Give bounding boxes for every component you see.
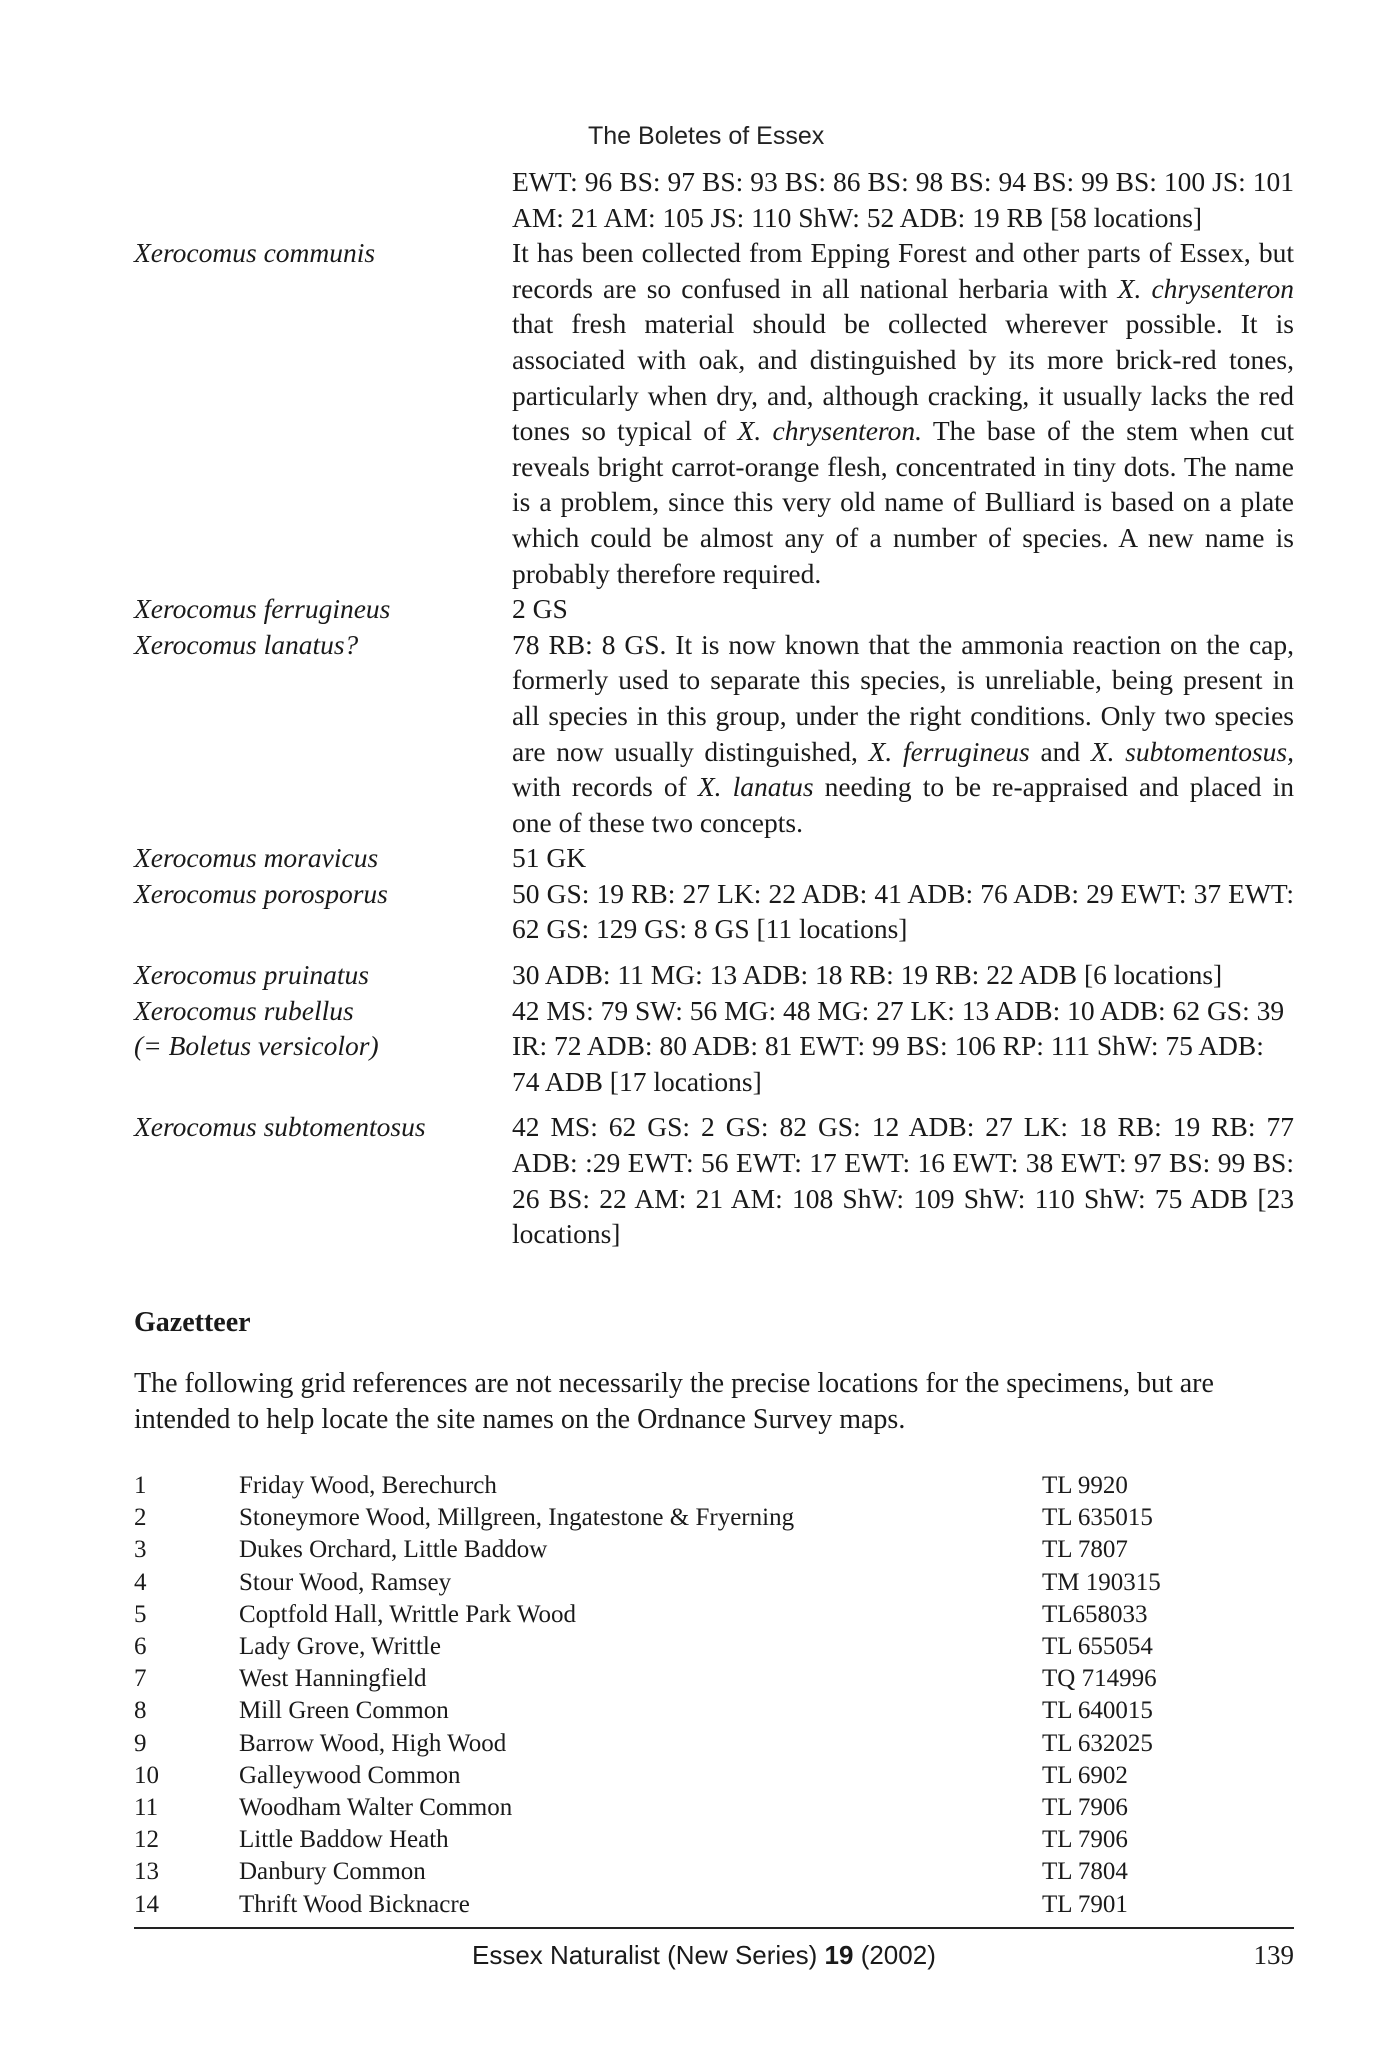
site-name: Danbury Common [239,1858,426,1886]
grid-reference: TL 9920 [1042,1472,1128,1499]
gazetteer-intro: The following grid references are not necessarily the precise locations for the specimens, but are intended to help locate the site names on the Ordnance Survey maps. [134,1368,1214,1435]
species-entry-porosporus [134,876,1294,947]
species-records: EWT: 96 BS: 97 BS: 93 BS: 86 BS: 98 BS: 94 BS: 99 BS: 100 JS: 101 AM: 21 AM: 105 JS: 110 ShW: 52 ADB: 19 RB [58 locations] [512,166,1294,233]
site-number: 1 [134,1472,147,1499]
gazetteer-row [134,1728,1294,1760]
grid-reference: TM 190315 [1042,1568,1161,1596]
site-name: Little Baddow Heath [239,1826,449,1854]
grid-reference: TL 6902 [1042,1761,1128,1789]
gazetteer-row [134,1631,1294,1663]
gazetteer-row [134,1567,1294,1599]
species-entry-ferrugineus [134,591,1294,627]
species-name [134,840,512,876]
gazetteer-row [134,1856,1294,1888]
site-name: Thrift Wood Bicknacre [239,1890,470,1918]
gazetteer-row [134,1889,1294,1921]
species-name-line: Xerocomus communis [134,237,376,269]
grid-reference: TL 7906 [1042,1794,1128,1822]
footer-rule [134,1927,1294,1929]
species-name [134,591,512,627]
site-name: West Hanningfield [239,1665,427,1693]
grid-reference: TL 655054 [1042,1633,1153,1661]
grid-reference: TL 635015 [1042,1504,1153,1532]
site-number: 11 [134,1794,159,1822]
species-name-line: Xerocomus porosporus [134,877,388,909]
gazetteer-row [134,1599,1294,1631]
grid-reference: TQ 714996 [1042,1665,1157,1693]
species-records: 51 GK [512,842,587,874]
site-number: 2 [134,1504,147,1532]
species-records: 50 GS: 19 RB: 27 LK: 22 ADB: 41 ADB: 76 ADB: 29 EWT: 37 EWT: 62 GS: 129 GS: 8 GS [11 locations] [512,877,1294,945]
species-name-line: Xerocomus moravicus [134,842,379,874]
gazetteer-row [134,1502,1294,1534]
gazetteer-row [134,1470,1294,1502]
species-name [134,876,512,947]
grid-reference: TL658033 [1042,1600,1148,1628]
species-entry-moravicus [134,840,1294,876]
site-name: Barrow Wood, High Wood [239,1729,507,1757]
running-head: The Boletes of Essex [588,122,825,150]
gazetteer-row [134,1695,1294,1727]
species-records: 42 MS: 79 SW: 56 MG: 48 MG: 27 LK: 13 ADB: 10 ADB: 62 GS: 39 IR: 72 ADB: 80 ADB: 81 EWT: 99 BS: 106 RP: 111 ShW: 75 ADB: 74 ADB [17 locations] [512,994,1285,1097]
grid-reference: TL 7804 [1042,1858,1128,1886]
grid-reference: TL 632025 [1042,1729,1153,1757]
species-name [134,1109,512,1251]
spacer [134,1099,1294,1109]
species-name-line: Xerocomus subtomentosus [134,1111,426,1143]
site-name: Lady Grove, Writtle [239,1633,441,1661]
site-name: Woodham Walter Common [239,1794,513,1822]
grid-reference: TL 7901 [1042,1890,1128,1918]
species-synonym-line: (= Boletus versicolor) [134,1030,379,1062]
site-number: 9 [134,1729,147,1757]
species-entry-communis [134,235,1294,591]
species-description: 78 RB: 8 GS. It is now known that the ammonia reaction on the cap, formerly used to separate this species, is unreliable, being present in all species in this group, under the right conditions. Only two species are now usually distinguished, X. ferrugineus and X. subtomentosus, with records of X. lanatus needing to be re-appraised and placed in one of these two concepts. [512,628,1294,838]
species-name [134,957,512,993]
species-entry-rubellus [134,993,1294,1100]
species-name [134,627,512,841]
species-records: 30 ADB: 11 MG: 13 ADB: 18 RB: 19 RB: 22 ADB [6 locations] [512,959,1223,991]
species-records: 2 GS [512,593,568,625]
grid-reference: TL 640015 [1042,1697,1153,1725]
species-entry-subtomentosus [134,1109,1294,1251]
site-name: Galleywood Common [239,1761,461,1789]
species-entry-lanatus [134,627,1294,841]
site-name: Stour Wood, Ramsey [239,1568,452,1596]
species-description: It has been collected from Epping Forest and other parts of Essex, but records are so confused in all national herbaria with X. chrysenteron that fresh material should be collected wherever possible. It is associated with oak, and distinguished by its more brick-red tones, particularly when dry, and, although cracking, it usually lacks the red tones so typical of X. chrysenteron. The base of the stem when cut reveals bright carrot-orange flesh, concentrated in tiny dots. The name is a problem, since this very old name of Bulliard is based on a plate which could be almost any of a number of species. A new name is probably therefore required. [512,237,1294,589]
site-number: 8 [134,1697,147,1725]
site-number: 6 [134,1633,147,1661]
journal-volume: 19 [824,1940,854,1970]
site-name: Mill Green Common [239,1697,449,1725]
site-number: 7 [134,1665,147,1693]
site-name: Dukes Orchard, Little Baddow [239,1536,548,1564]
site-number: 14 [134,1890,159,1918]
gazetteer-row [134,1760,1294,1792]
gazetteer-row [134,1792,1294,1824]
journal-citation: Essex Naturalist (New Series) 19 (2002) [472,1940,936,1970]
site-number: 4 [134,1568,147,1596]
spacer [134,947,1294,957]
site-name: Stoneymore Wood, Millgreen, Ingatestone & Fryerning [239,1504,795,1532]
gazetteer-row [134,1824,1294,1856]
species-name [134,235,512,591]
site-name: Friday Wood, Berechurch [239,1472,497,1499]
species-name-line: Xerocomus rubellus [134,994,354,1026]
gazetteer-row [134,1534,1294,1566]
site-number: 5 [134,1600,147,1628]
species-name [134,993,512,1100]
site-number: 10 [134,1761,159,1789]
site-number: 3 [134,1536,147,1564]
species-name-line: Xerocomus pruinatus [134,959,370,991]
grid-reference: TL 7906 [1042,1826,1128,1854]
species-name [134,164,512,235]
gazetteer-row [134,1663,1294,1695]
page-number: 139 [1253,1940,1294,1970]
species-name-line: Xerocomus ferrugineus [134,593,391,625]
gazetteer-table [134,1470,1294,1921]
site-name: Coptfold Hall, Writtle Park Wood [239,1600,576,1628]
species-list [134,164,1294,1252]
site-number: 12 [134,1826,159,1854]
species-entry-pruinatus [134,957,1294,993]
species-entry-continued [134,164,1294,235]
gazetteer-heading: Gazetteer [134,1307,251,1338]
species-name-line: Xerocomus lanatus? [134,628,359,660]
species-records: 42 MS: 62 GS: 2 GS: 82 GS: 12 ADB: 27 LK: 18 RB: 19 RB: 77 ADB: :29 EWT: 56 EWT: 17 EWT: 16 EWT: 38 EWT: 97 BS: 99 BS: 26 BS: 22 AM: 21 AM: 108 ShW: 109 ShW: 110 ShW: 75 ADB [23 locations] [512,1111,1294,1250]
grid-reference: TL 7807 [1042,1536,1128,1564]
site-number: 13 [134,1858,159,1886]
